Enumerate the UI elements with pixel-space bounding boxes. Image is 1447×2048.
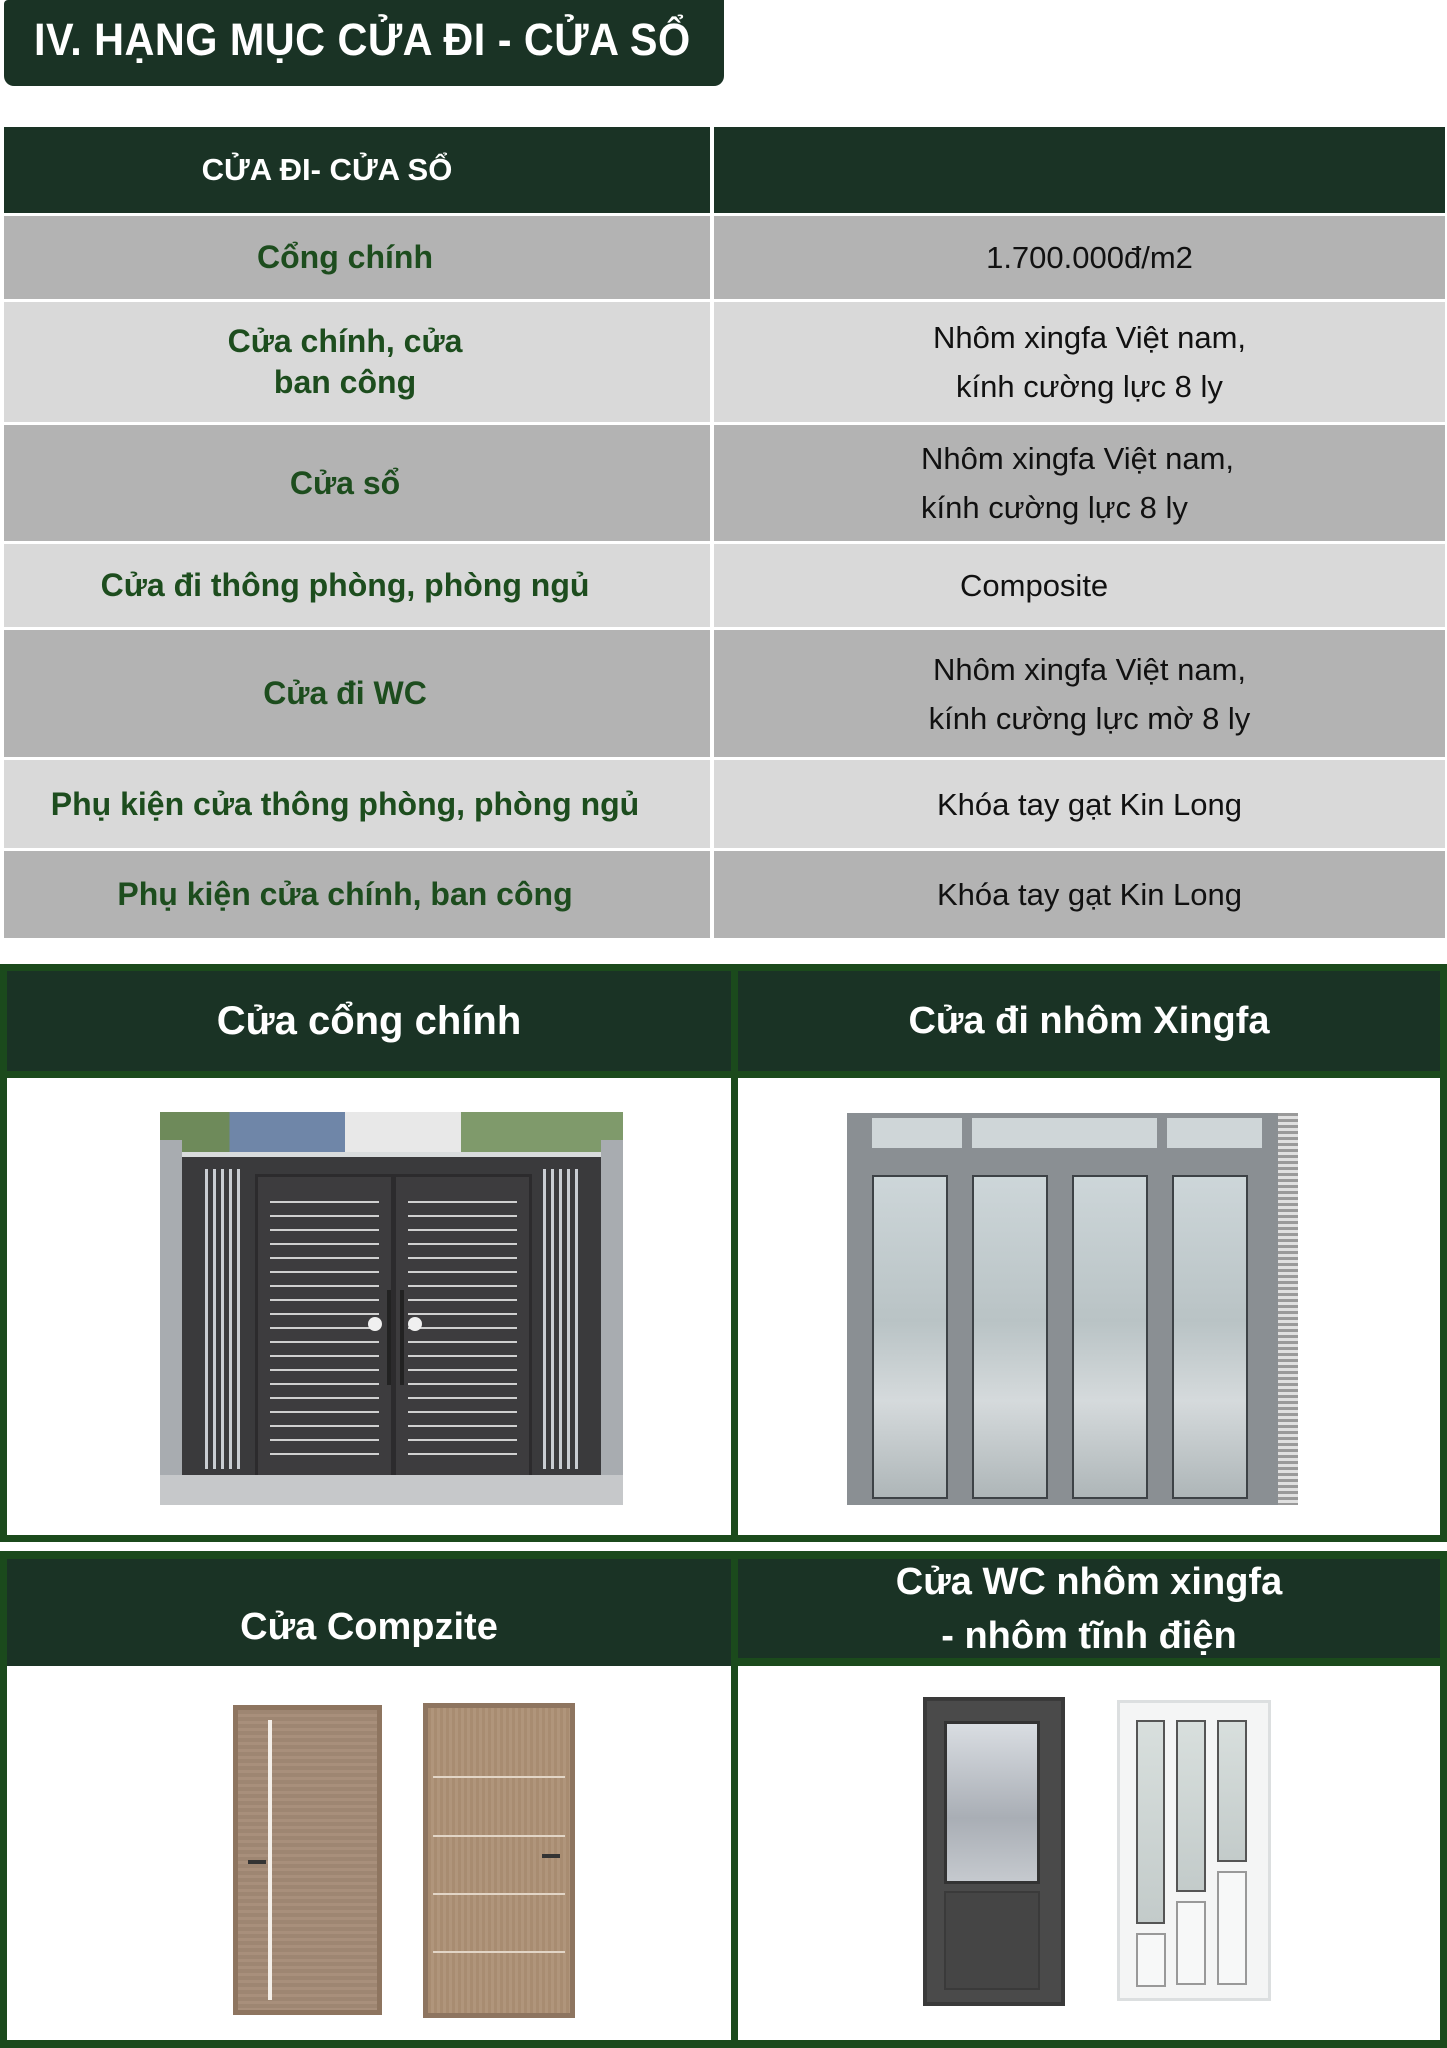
wc-door-dark	[923, 1697, 1065, 2006]
row-label-text: Cửa chính, cửa	[227, 323, 463, 359]
gallery-cell-title	[738, 1559, 1440, 1658]
gallery-cell-title	[7, 971, 731, 1071]
table-row-value	[714, 851, 1445, 938]
row-label-text: Cửa sổ	[289, 464, 401, 501]
table-row-label	[4, 544, 710, 627]
table-row-value	[714, 630, 1445, 757]
row-value-text: 1.700.000đ/m2	[986, 240, 1193, 275]
table-header-label: CỬA ĐI- CỬA SỔ	[201, 152, 453, 187]
gallery-title-composite-door: Cửa Compzite	[240, 1605, 498, 1648]
table-row-label	[4, 425, 710, 541]
table-row-label	[4, 216, 710, 299]
row-value-text: Khóa tay gạt Kin Long	[936, 786, 1243, 822]
xingfa-aluminum-door-photo	[847, 1113, 1298, 1505]
table-row-label	[4, 760, 710, 848]
row-value-text: kính cường lực mờ 8 ly	[928, 700, 1251, 736]
table-header-left	[4, 127, 710, 213]
table-header-right	[714, 127, 1445, 213]
table-row-value	[714, 302, 1445, 422]
composite-door-right	[423, 1703, 575, 2018]
gallery-cell-body	[738, 1666, 1440, 2040]
row-value-text: kính cường lực 8 ly	[921, 490, 1188, 525]
row-value-text: Nhôm xingfa Việt nam,	[932, 320, 1247, 355]
gallery-title-wc-door-line1: Cửa WC nhôm xingfa	[895, 1560, 1283, 1603]
row-label-text: Phụ kiện cửa thông phòng, phòng ngủ	[50, 785, 640, 822]
gallery-title-xingfa-door: Cửa đi nhôm Xingfa	[908, 1000, 1270, 1042]
table-row-value	[714, 544, 1445, 627]
section-title-box	[4, 0, 724, 86]
row-label-text: ban công	[273, 364, 417, 400]
row-label-text: Cửa đi WC	[263, 675, 427, 711]
row-value-text: Composite	[960, 568, 1109, 603]
table-row-value	[714, 425, 1445, 541]
row-value-text: Khóa tay gạt Kin Long	[936, 877, 1243, 912]
row-value-text: kính cường lực 8 ly	[956, 369, 1223, 404]
composite-door-left	[233, 1705, 382, 2015]
gallery-cell-title	[7, 1559, 731, 1676]
gallery-cell-title	[738, 971, 1440, 1071]
wc-door-white	[1117, 1700, 1271, 2001]
table-row-value	[714, 216, 1445, 299]
row-label-text: Cổng chính	[257, 239, 433, 275]
table-row-value	[714, 760, 1445, 848]
table-row-label	[4, 630, 710, 757]
row-value-text: Nhôm xingfa Việt nam,	[921, 441, 1235, 476]
table-row-label	[4, 302, 710, 422]
row-value-text: Nhôm xingfa Việt nam,	[932, 651, 1247, 687]
row-label-text: Phụ kiện cửa chính, ban công	[117, 876, 573, 912]
table-row-label	[4, 851, 710, 938]
gallery-title-wc-door-line2: - nhôm tĩnh điện	[941, 1614, 1237, 1657]
row-label-text: Cửa đi thông phòng, phòng ngủ	[100, 567, 590, 603]
section-title: IV. HẠNG MỤC CỬA ĐI - CỬA SỔ	[34, 14, 691, 65]
main-gate-photo	[160, 1112, 623, 1505]
gallery-title-main-gate: Cửa cổng chính	[216, 999, 522, 1043]
